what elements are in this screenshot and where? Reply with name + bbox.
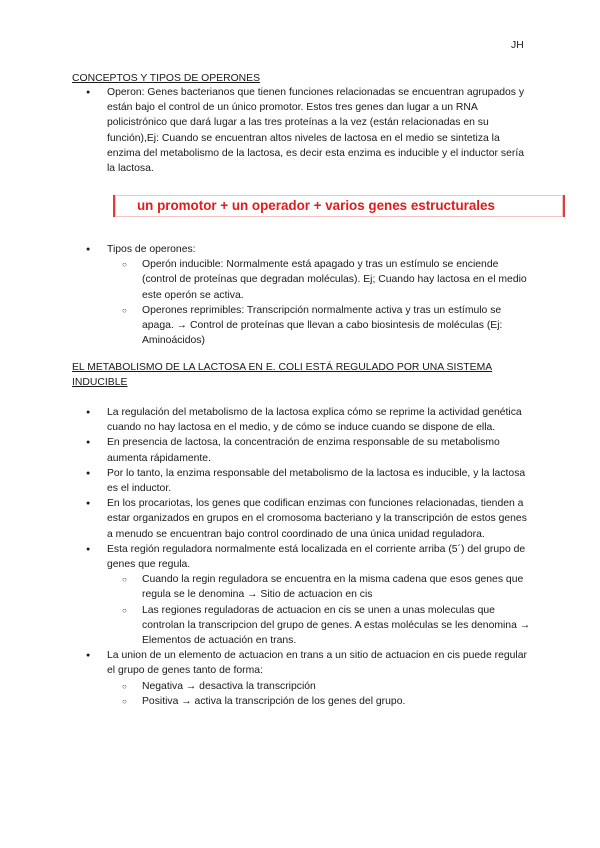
- sub-list-item: ○ Las regiones reguladoras de actuacion en cis se unen a unas moleculas que controlan la transcripcion del grupo de genes. A estas moléculas se les denomina → Elementos de actuación en trans.: [107, 603, 534, 649]
- section-heading-operones: CONCEPTOS Y TIPOS DE OPERONES: [72, 73, 261, 84]
- banner-text: un promotor + un operador + varios genes estructurales: [137, 198, 495, 213]
- types-label: Tipos de operones:: [107, 244, 196, 255]
- list-item: [72, 242, 534, 348]
- list-item: ● En los procariotas, los genes que codifican enzimas con funciones relacionadas, tienden a estar organizados en grupos en el cromosoma bacteriano y la transcripción de estos genes a menudo se encuentran bajo control coordinado de una única unidad reguladora.: [72, 496, 534, 542]
- author-initials: JH: [511, 40, 524, 51]
- list-item: ● En presencia de lactosa, la concentración de enzima responsable de su metabolismo aumenta rápidamente.: [72, 435, 534, 465]
- operon-structure-banner: [113, 195, 565, 217]
- regulation-mode-sublist: [107, 679, 534, 709]
- operon-types-sublist: [107, 257, 534, 348]
- list-item: ● Operon: Genes bacterianos que tienen funciones relacionadas se encuentran agrupados y están bajo el control de un único promotor. Estos tres genes dan lugar a un RNA policistrónico que dará lugar a las tres proteínas a la vez (están relacionadas en su función),Ej: Cuando se encuentran altos niveles de lactosa en el medio se sintetiza la enzima del metabolismo de la lactosa, es decir esta enzima es inducible y el inductor sería la lactosa.: [72, 85, 534, 176]
- lactose-regulation-list: [72, 405, 534, 709]
- sub-list-item: ○ Negativa → desactiva la transcripción: [107, 679, 534, 694]
- regulatory-region-sublist: [107, 572, 534, 648]
- sub-list-item: ○ Positiva → activa la transcripción de los genes del grupo.: [107, 694, 534, 709]
- operon-types-list: [72, 242, 534, 348]
- list-item: [72, 648, 534, 709]
- list-item: ● La regulación del metabolismo de la lactosa explica cómo se reprime la actividad genética cuando no hay lactosa en el medio, y de cómo se induce cuando se dispone de ella.: [72, 405, 534, 435]
- sub-list-item: ○ Cuando la regin reguladora se encuentra en la misma cadena que esos genes que regula se le denomina → Sitio de actuacion en cis: [107, 572, 534, 602]
- sub-list-item: ○ Operones reprimibles: Transcripción normalmente activa y tras un estímulo se apaga. → Control de proteínas que llevan a cabo biosintesis de moléculas (Ej: Aminoácidos): [107, 303, 534, 349]
- section-heading-lactosa: EL METABOLISMO DE LA LACTOSA EN E. COLI ESTÁ REGULADO POR UNA SISTEMA INDUCIBLE: [72, 362, 493, 389]
- list-item: ● Por lo tanto, la enzima responsable del metabolismo de la lactosa es inducible, y la lactosa es el inductor.: [72, 466, 534, 496]
- operon-definition-list: [72, 85, 534, 176]
- list-item-text: Esta región reguladora normalmente está localizada en el corriente arriba (5´) del grupo de genes que regula.: [107, 543, 526, 571]
- list-item: [72, 542, 534, 648]
- sub-list-item: ○ Operón inducible: Normalmente está apagado y tras un estímulo se enciende (control de proteínas que degradan moléculas). Ej; Cuando hay lactosa en el medio este operón se activa.: [107, 257, 534, 303]
- list-item-text: La union de un elemento de actuacion en trans a un sitio de actuacion en cis puede regular el grupo de genes tanto de forma:: [107, 650, 527, 677]
